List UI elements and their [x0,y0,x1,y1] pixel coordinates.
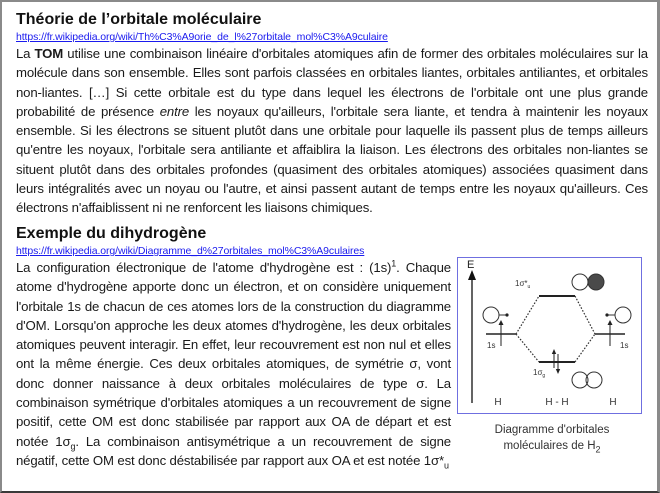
section-title-dihydrogen: Exemple du dihydrogène [16,225,207,242]
right-s-orbital-icon [605,307,631,323]
superscript: 1 [391,258,397,269]
figure-caption [457,422,647,454]
caption-text: moléculaires de H [503,440,596,452]
section-title-tom: Théorie de l’orbitale moléculaire [16,11,262,28]
label-h-left: H [494,397,502,408]
emphasis-entre: entre [159,103,190,119]
term-tom: TOM [34,46,64,61]
left-ao-label: 1s [487,341,496,350]
caption-line-1: Diagramme d'orbitales [494,424,610,436]
antibonding-orbital-icon [572,274,604,290]
bonding-label: $1\sigma_g$ [533,368,546,379]
mo-diagram-figure [457,257,642,414]
energy-axis-icon [468,270,476,403]
axis-label: E [467,259,475,271]
text-run: La [16,46,35,61]
subscript-g: g [70,441,76,452]
text-run: utilise une combinaison linéaire d'orbitales atomiques afin de former des orbitales moléculaires sur la molécule dans son ensemble. Elles sont parfois classées en orbitales liantes, orbitales antiliantes, et orbitales non-liantes. […] Si cette orbitale est du type dans lequel les électrons de l'orbitale ont une plus grande probabilité de présence [16,46,648,119]
spin-up-arrow-icon [499,320,504,346]
text-run: . Chaque atome d'hydrogène apporte donc un électron, et on considère uniquement l'orbitale 1s de chacun de ces atomes lors de la construction du diagramme d'OM. Lorsqu'on approche les deux atomes d'hydrogène, les deux orbitales atomiques peuvent interagir. En effet, leur recouvrement est non nul et elles ont la même énergie. Ces deux orbitales atomiques, de symétrie σ, vont donc donner naissance à deux orbitales moléculaires de type σ. La combinaison symétrique d'orbitales atomiques a un recouvrement de signe positif, cette OM est donc stabilisée par rapport aux OA de départ et est notée 1σ [16,260,451,449]
text-run: les noyaux qu'ailleurs, l'orbitale sera liante, et tendra à maintenir les noyaux ensemble. Si les électrons se situent plutôt dans une orbitale pour laquelle ils passent plus de temps ailleurs qu'entre les noyaux, l'orbitale sera antiliante et affaiblira la liaison. Les électrons des orbitales non-liantes se situent plutôt dans des orbitales profondes (quasiment des orbitales atomiques) associées quasiment dans leurs intégralités avec un noyau ou l'autre, et ainsi passent autant de temps entre les noyaux qu'ailleurs. Ces électrons n'affaiblissent ni ne renforcent les liaisons chimiques. [16,103,649,216]
section-tom [16,10,648,218]
bonding-orbital-icon [572,372,602,388]
label-h-right: H [609,397,617,408]
text-run: . La combinaison antisymétrique a un recouvrement de signe négatif, cette OM est donc déstabilisée par rapport aux OA et est notée 1σ* [16,433,451,468]
mo-diagram [458,258,641,413]
source-link-dihydrogen[interactable]: https://fr.wikipedia.org/wiki/Diagramme_d%27orbitales_mol%C3%A9culaires [16,245,365,257]
left-s-orbital-icon [483,307,509,323]
correlation-lines [516,296,595,362]
spin-up-arrow-icon [608,320,613,346]
caption-line-2 [457,438,647,454]
paragraph-tom [16,44,648,218]
paragraph-dihydrogen [16,258,451,470]
right-ao-label: 1s [620,341,629,350]
subscript-u: u [443,460,449,471]
antibonding-label: $1\sigma*_u$ [515,279,531,290]
label-h2: H - H [545,397,569,408]
caption-subscript: 2 [595,444,601,455]
text-run: La configuration électronique de l'atome d'hydrogène est : (1s) [16,260,392,275]
source-link-tom[interactable]: https://fr.wikipedia.org/wiki/Th%C3%A9orie_de_l%27orbitale_mol%C3%A9culaire [16,31,388,43]
